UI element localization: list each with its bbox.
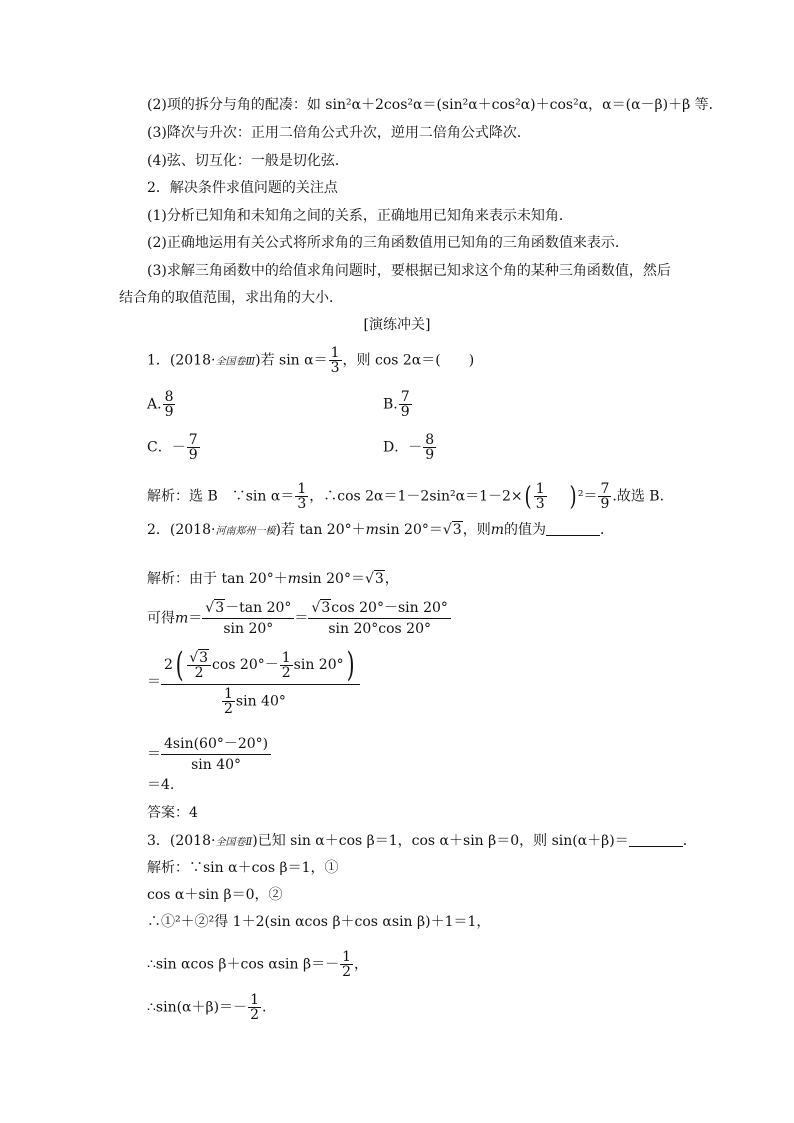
line-find-angle-a: (3)求解三角函数中的给值求角问题时，要根据已知求这个角的某种三角函数值，然后 — [147, 263, 671, 279]
paren-left: ( — [175, 645, 184, 685]
q2-sol1-c: ， — [384, 571, 399, 587]
frac-num: 1 — [330, 345, 340, 361]
line-apply-formulas: (2)正确地运用有关公式将所求角的三角函数值用已知角的三角函数值来表示． — [147, 235, 629, 251]
frac-den: 2 — [281, 664, 291, 681]
q2-text-a: )若 tan 20°＋ — [275, 522, 366, 538]
heading-conditional-values: 2．解决条件求值问题的关注点 — [147, 180, 338, 196]
equals: ＝ — [147, 746, 161, 763]
q1-solution — [147, 482, 664, 511]
q2-fraction-3 — [161, 645, 360, 717]
q3-text-b: . — [682, 833, 688, 849]
q1-sol-frac-1-3 — [295, 482, 308, 511]
q1-option-a — [147, 390, 176, 419]
q3-solution-line-3: ∴①²＋②²得 1＋2(sin αcos β＋cos αsin β)＋1＝1， — [147, 914, 491, 930]
frac-den: 3 — [535, 496, 545, 512]
q1-text-a: )若 sin α＝ — [255, 352, 328, 369]
sqrt-radicand: 3 — [452, 522, 462, 538]
q2-answer: 答案：4 — [147, 805, 198, 821]
frac-num: 8 — [425, 432, 435, 448]
answer-blank — [546, 523, 600, 536]
q1-option-c — [147, 433, 201, 462]
q1-text-b: ，则 cos 2α＝( ) — [342, 352, 475, 369]
q3-solution-line-4 — [147, 950, 368, 979]
q1-sol-b: ，∴cos 2α＝1－2sin²α＝1－2× — [309, 488, 523, 505]
q3-s4-a: ∴sin αcos β＋cos αsin β＝－ — [147, 956, 340, 973]
frac-den: 3 — [297, 496, 307, 512]
q1-sol-d: .故选 B. — [612, 488, 665, 505]
q2-text-c: ，则 — [462, 522, 491, 538]
q3-solution-line-5 — [147, 993, 266, 1022]
frac-den: 9 — [164, 404, 174, 420]
q3-solution-line-2: cos α＋sin β＝0，② — [147, 887, 283, 903]
frac-den: 9 — [600, 496, 610, 512]
frac-num: 1 — [224, 686, 233, 702]
frac-den — [161, 685, 360, 716]
option-label: D．－ — [383, 439, 423, 456]
line-split-angles: (2)项的拆分与角的配凑：如 sin²α＋2cos²α＝(sin²α＋cos²α)＋cos²α，α＝(α－β)＋β 等． — [147, 97, 723, 113]
frac-den: 9 — [188, 447, 198, 463]
q2-num-2: cos 20°－sin 20° — [331, 600, 448, 616]
q1-sol-frac-paren — [534, 482, 547, 511]
q1-sol-frac-7-9 — [598, 482, 611, 511]
q2-sol1-a: 解析：由于 tan 20°＋ — [147, 571, 288, 587]
paren-right: ) — [569, 481, 577, 512]
q2-num-1: －tan 20° — [225, 600, 292, 616]
option-d-fraction — [423, 433, 436, 462]
paren-right: ) — [346, 645, 355, 685]
frac-num — [187, 651, 211, 666]
q2-sol2-b: ＝ — [188, 610, 203, 627]
q2-solution-line-2 — [147, 600, 451, 637]
frac-1-2 — [340, 950, 353, 979]
frac-1-2-den — [222, 687, 235, 716]
q3-s5-b: . — [261, 999, 267, 1016]
paren-left: ( — [524, 481, 532, 512]
frac-den: 2 — [342, 964, 351, 980]
frac-num: 1 — [342, 949, 351, 965]
line-find-angle-b: 结合角的取值范围，求出角的大小． — [119, 290, 343, 306]
frac-den: sin 20° — [223, 621, 274, 637]
frac-den: 3 — [330, 360, 340, 376]
line-power-reduction: (3)降次与升次：正用二倍角公式升次，逆用二倍角公式降次． — [147, 125, 531, 141]
q3-source: 全国卷Ⅱ — [215, 837, 253, 848]
q2-result: ＝4. — [147, 777, 175, 793]
q2-text-b: sin 20°＝ — [378, 522, 443, 538]
frac-den: sin 40° — [191, 757, 242, 773]
sqrt-radicand: 3 — [199, 649, 209, 666]
equals: ＝ — [147, 674, 161, 690]
q2-number: 2．(2018· — [147, 522, 216, 538]
frac-den: 2 — [224, 701, 233, 717]
coef-two: 2 — [164, 657, 173, 673]
q2-fraction-2 — [308, 600, 451, 637]
frac-den: 2 — [194, 664, 204, 681]
q1-number: 1．(2018· — [147, 352, 216, 369]
q3-s5-a: ∴sin(α＋β)＝－ — [147, 999, 248, 1016]
q2-sol2-c: ＝ — [294, 610, 309, 627]
frac-num: 1 — [281, 649, 291, 666]
line-known-unknown-angles: (1)分析已知角和未知角之间的关系，正确地用已知角来表示未知角． — [147, 208, 573, 224]
question-2-stem — [147, 522, 614, 540]
q2-solution-line-4 — [147, 736, 271, 773]
var-m: m — [365, 522, 379, 538]
question-1-stem — [147, 346, 474, 375]
frac-num: 7 — [400, 389, 410, 405]
q2-solution-line-3 — [147, 645, 360, 717]
frac-sqrt3-over-2 — [187, 651, 211, 680]
line-tan-sin-conversion: (4)弦、切互化：一般是切化弦． — [147, 153, 349, 169]
option-label: A. — [147, 396, 162, 413]
q2-solution-line-1 — [147, 571, 399, 587]
answer-blank — [629, 834, 683, 847]
var-m: m — [287, 571, 301, 587]
frac-num: 1 — [535, 481, 545, 497]
option-b-fraction — [399, 390, 412, 419]
frac-num — [161, 645, 360, 685]
frac-1-2 — [280, 651, 293, 680]
sqrt-radicand: 3 — [215, 600, 225, 616]
sqrt-radicand: 3 — [374, 571, 384, 587]
frac-num: 8 — [164, 389, 174, 405]
frac-num: 4sin(60°－20°) — [161, 736, 271, 755]
q2-source: 河南郑州一模 — [215, 526, 276, 537]
sqrt-sign: √ — [364, 571, 374, 587]
q2-fraction-1 — [202, 600, 294, 637]
frac-num — [308, 600, 451, 619]
q1-sol-a: 解析：选 B ∵sin α＝ — [147, 488, 295, 505]
option-label: B. — [383, 396, 398, 413]
q3-s4-b: ， — [354, 956, 368, 973]
sqrt-sign: √ — [311, 600, 321, 616]
q2-sol1-b: sin 20°＝ — [301, 571, 365, 587]
frac-den: 9 — [400, 404, 410, 420]
sin-term: sin 20° — [293, 657, 344, 673]
frac-num: 1 — [297, 481, 307, 497]
q1-option-d — [383, 433, 437, 462]
option-a-fraction — [163, 390, 176, 419]
frac-num: 7 — [188, 432, 198, 448]
q1-fraction-1-3 — [329, 346, 342, 375]
frac-den: 9 — [425, 447, 435, 463]
q2-text-e: ． — [599, 522, 614, 538]
sqrt-sign: √ — [189, 649, 199, 666]
q1-source: 全国卷Ⅲ — [215, 356, 256, 368]
q3-text-a: )已知 sin α＋cos β＝1，cos α＋sin β＝0，则 sin(α＋β)＝ — [252, 833, 629, 849]
section-title: [演练冲关] — [363, 317, 431, 333]
q3-solution-line-1: 解析：∵sin α＋cos β＝1，① — [147, 860, 339, 876]
frac-num: 7 — [600, 481, 610, 497]
sqrt-sign: √ — [205, 600, 215, 616]
var-m: m — [175, 610, 189, 627]
frac-num — [202, 600, 294, 619]
cos-term: cos 20°－ — [212, 657, 279, 673]
q2-text-d: 的值为 — [503, 522, 546, 538]
option-c-fraction — [187, 433, 200, 462]
q1-sol-c: ²＝ — [577, 488, 598, 505]
sqrt-sign: √ — [442, 522, 452, 538]
question-3-stem — [147, 833, 687, 851]
q2-sol2-a: 可得 — [147, 610, 175, 627]
q2-fraction-4 — [161, 736, 271, 773]
frac-1-2 — [248, 993, 261, 1022]
sqrt-radicand: 3 — [321, 600, 331, 616]
option-label: C．－ — [147, 439, 186, 456]
frac-num: 1 — [250, 992, 259, 1008]
sin40-term: sin 40° — [235, 693, 286, 710]
frac-den: 2 — [250, 1007, 259, 1023]
var-m: m — [490, 522, 504, 538]
frac-den: sin 20°cos 20° — [328, 621, 431, 637]
q1-option-b — [383, 390, 413, 419]
q3-number: 3．(2018· — [147, 833, 216, 849]
